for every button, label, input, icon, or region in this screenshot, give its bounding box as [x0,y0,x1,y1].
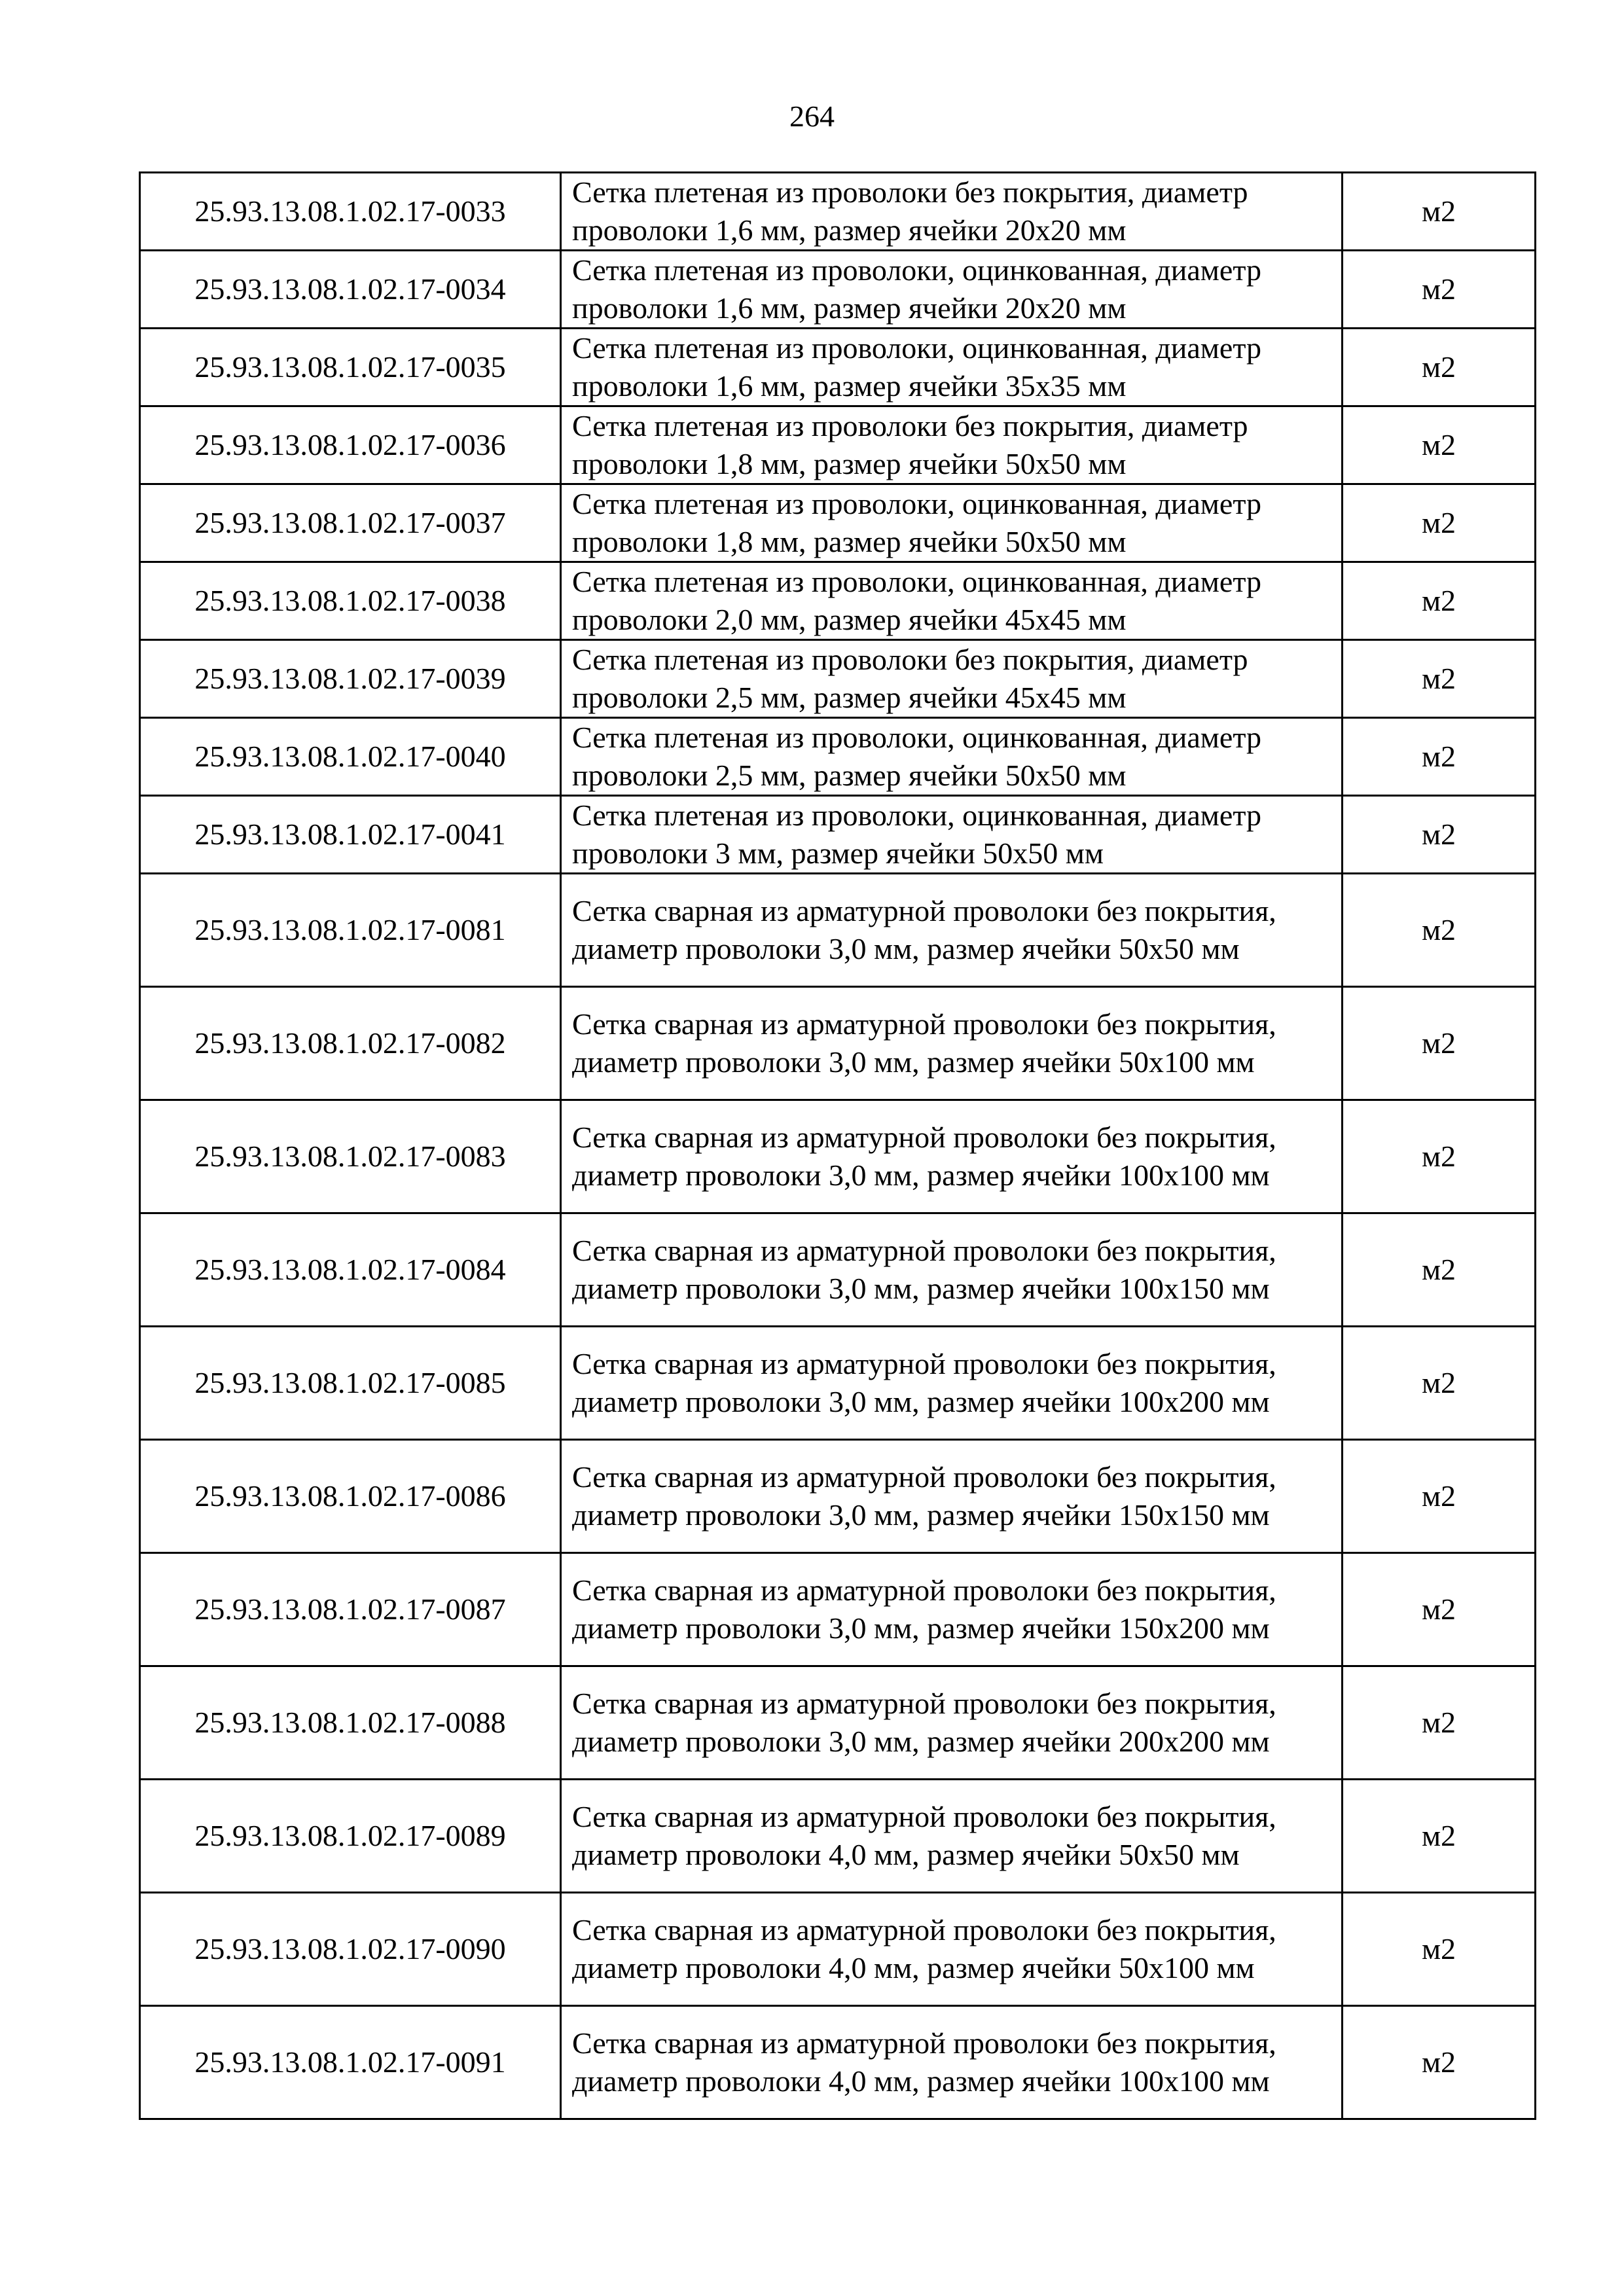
unit-of-measure: м2 [1343,1327,1536,1440]
table-row [140,329,1536,406]
unit-of-measure: м2 [1343,718,1536,796]
resource-code: 25.93.13.08.1.02.17-0084 [140,1213,561,1327]
unit-of-measure: м2 [1343,1100,1536,1213]
resource-code: 25.93.13.08.1.02.17-0039 [140,640,561,718]
resource-code: 25.93.13.08.1.02.17-0088 [140,1666,561,1780]
resource-code: 25.93.13.08.1.02.17-0085 [140,1327,561,1440]
table-row [140,718,1536,796]
resource-name: Сетка сварная из арматурной проволоки без покрытия, диаметр проволоки 3,0 мм, размер ячейки 50х50 мм [561,874,1343,987]
unit-of-measure: м2 [1343,2006,1536,2119]
table-row [140,2006,1536,2119]
resource-name: Сетка плетеная из проволоки без покрытия, диаметр проволоки 1,6 мм, размер ячейки 20х20 мм [561,173,1343,251]
resource-name: Сетка плетеная из проволоки, оцинкованная, диаметр проволоки 1,8 мм, размер ячейки 50х50 мм [561,484,1343,562]
unit-of-measure: м2 [1343,562,1536,640]
resource-code: 25.93.13.08.1.02.17-0087 [140,1553,561,1666]
table-row [140,640,1536,718]
table-row [140,251,1536,329]
table-row [140,406,1536,484]
unit-of-measure: м2 [1343,329,1536,406]
resource-code: 25.93.13.08.1.02.17-0041 [140,796,561,874]
unit-of-measure: м2 [1343,1440,1536,1553]
resource-name: Сетка сварная из арматурной проволоки без покрытия, диаметр проволоки 3,0 мм, размер ячейки 150х200 мм [561,1553,1343,1666]
resource-name: Сетка сварная из арматурной проволоки без покрытия, диаметр проволоки 4,0 мм, размер ячейки 50х50 мм [561,1780,1343,1893]
resource-name: Сетка плетеная из проволоки, оцинкованная, диаметр проволоки 1,6 мм, размер ячейки 35х35 мм [561,329,1343,406]
resource-name: Сетка сварная из арматурной проволоки без покрытия, диаметр проволоки 3,0 мм, размер ячейки 50х100 мм [561,987,1343,1100]
unit-of-measure: м2 [1343,1780,1536,1893]
page-number: 264 [789,99,835,133]
resource-code: 25.93.13.08.1.02.17-0040 [140,718,561,796]
table-row [140,484,1536,562]
unit-of-measure: м2 [1343,251,1536,329]
resource-name: Сетка сварная из арматурной проволоки без покрытия, диаметр проволоки 3,0 мм, размер ячейки 100х100 мм [561,1100,1343,1213]
unit-of-measure: м2 [1343,1213,1536,1327]
resource-name: Сетка сварная из арматурной проволоки без покрытия, диаметр проволоки 3,0 мм, размер ячейки 100х200 мм [561,1327,1343,1440]
resource-name: Сетка сварная из арматурной проволоки без покрытия, диаметр проволоки 3,0 мм, размер ячейки 200х200 мм [561,1666,1343,1780]
table-row [140,1553,1536,1666]
resource-code: 25.93.13.08.1.02.17-0035 [140,329,561,406]
resource-name: Сетка плетеная из проволоки без покрытия, диаметр проволоки 1,8 мм, размер ячейки 50х50 мм [561,406,1343,484]
unit-of-measure: м2 [1343,1893,1536,2006]
resource-code: 25.93.13.08.1.02.17-0091 [140,2006,561,2119]
table-row [140,173,1536,251]
resource-code: 25.93.13.08.1.02.17-0082 [140,987,561,1100]
resource-name: Сетка плетеная из проволоки без покрытия, диаметр проволоки 2,5 мм, размер ячейки 45х45 мм [561,640,1343,718]
resource-name: Сетка плетеная из проволоки, оцинкованная, диаметр проволоки 2,0 мм, размер ячейки 45х45 мм [561,562,1343,640]
resource-code: 25.93.13.08.1.02.17-0038 [140,562,561,640]
resource-code: 25.93.13.08.1.02.17-0090 [140,1893,561,2006]
unit-of-measure: м2 [1343,1666,1536,1780]
unit-of-measure: м2 [1343,640,1536,718]
resource-code: 25.93.13.08.1.02.17-0034 [140,251,561,329]
unit-of-measure: м2 [1343,173,1536,251]
table-row [140,1100,1536,1213]
resource-code: 25.93.13.08.1.02.17-0036 [140,406,561,484]
resource-name: Сетка плетеная из проволоки, оцинкованная, диаметр проволоки 1,6 мм, размер ячейки 20х20 мм [561,251,1343,329]
table-row [140,1780,1536,1893]
resource-code: 25.93.13.08.1.02.17-0089 [140,1780,561,1893]
table-row [140,1666,1536,1780]
unit-of-measure: м2 [1343,987,1536,1100]
resource-code: 25.93.13.08.1.02.17-0081 [140,874,561,987]
unit-of-measure: м2 [1343,874,1536,987]
resource-name: Сетка плетеная из проволоки, оцинкованная, диаметр проволоки 3 мм, размер ячейки 50х50 мм [561,796,1343,874]
resource-name: Сетка сварная из арматурной проволоки без покрытия, диаметр проволоки 3,0 мм, размер ячейки 100х150 мм [561,1213,1343,1327]
materials-table [139,171,1536,2120]
table-row [140,987,1536,1100]
table-row [140,796,1536,874]
table-row [140,1893,1536,2006]
resource-name: Сетка сварная из арматурной проволоки без покрытия, диаметр проволоки 4,0 мм, размер ячейки 50х100 мм [561,1893,1343,2006]
table-row [140,1327,1536,1440]
table-row [140,1213,1536,1327]
resource-code: 25.93.13.08.1.02.17-0037 [140,484,561,562]
resource-name: Сетка сварная из арматурной проволоки без покрытия, диаметр проволоки 4,0 мм, размер ячейки 100х100 мм [561,2006,1343,2119]
unit-of-measure: м2 [1343,484,1536,562]
table-row [140,1440,1536,1553]
resource-name: Сетка плетеная из проволоки, оцинкованная, диаметр проволоки 2,5 мм, размер ячейки 50х50 мм [561,718,1343,796]
resource-code: 25.93.13.08.1.02.17-0083 [140,1100,561,1213]
resource-name: Сетка сварная из арматурной проволоки без покрытия, диаметр проволоки 3,0 мм, размер ячейки 150х150 мм [561,1440,1343,1553]
unit-of-measure: м2 [1343,1553,1536,1666]
unit-of-measure: м2 [1343,406,1536,484]
table-row [140,562,1536,640]
resource-code: 25.93.13.08.1.02.17-0033 [140,173,561,251]
table-row [140,874,1536,987]
unit-of-measure: м2 [1343,796,1536,874]
resource-code: 25.93.13.08.1.02.17-0086 [140,1440,561,1553]
